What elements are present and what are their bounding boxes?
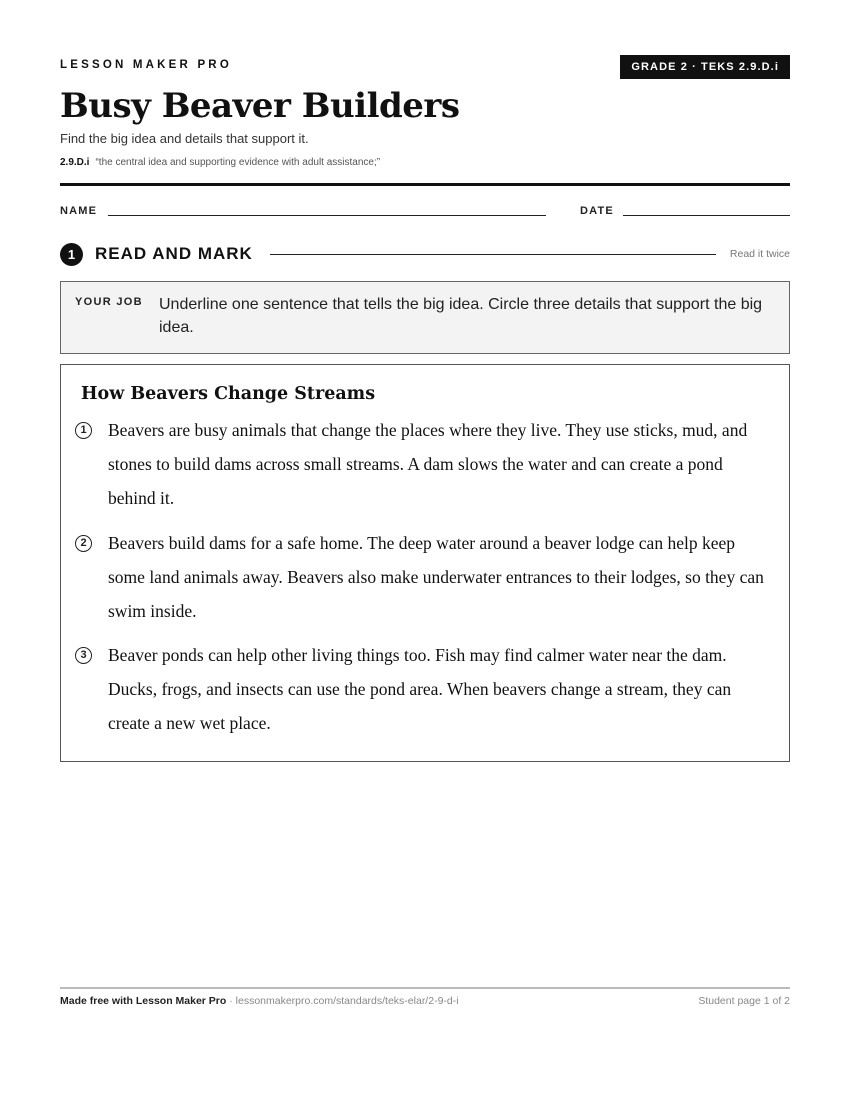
passage-box — [60, 364, 790, 762]
grade-badge: GRADE 2 · TEKS 2.9.D.i — [620, 55, 790, 79]
paragraph-number: 3 — [75, 647, 92, 664]
section-note: Read it twice — [729, 248, 790, 260]
footer-divider — [60, 987, 790, 989]
paragraph-number: 2 — [75, 535, 92, 552]
header-divider — [60, 183, 790, 186]
worksheet-page — [60, 0, 790, 1100]
standard-code: 2.9.D.i — [60, 157, 90, 168]
section-number-badge: 1 — [60, 243, 83, 266]
date-label: DATE — [580, 205, 614, 217]
footer-url[interactable]: · lessonmakerpro.com/standards/teks-elar/2-9-d-i — [229, 995, 459, 1007]
footer-credit — [60, 995, 459, 1007]
paragraph-text: Beavers build dams for a safe home. The deep water around a beaver lodge can help keep some land animals away. Beavers also make underwater entrances to their lodges, so they can swim inside. — [108, 533, 764, 621]
worksheet-subtitle: Find the big idea and details that support it. — [60, 131, 309, 146]
job-instructions: Underline one sentence that tells the big idea. Circle three details that support the big idea. — [159, 296, 763, 336]
footer-made-with: Made free with Lesson Maker Pro — [60, 995, 227, 1007]
standard-text: “the central idea and supporting evidence with adult assistance;” — [95, 157, 381, 168]
paragraph-number: 1 — [75, 422, 92, 439]
paragraph-text: Beaver ponds can help other living things too. Fish may find calmer water near the dam. Ducks, frogs, and insects can use the pond area. When beavers change a stream, they can create a new wet place. — [108, 645, 732, 733]
page-indicator: Student page 1 of 2 — [698, 995, 790, 1007]
job-box — [60, 281, 790, 354]
brand-name: LESSON MAKER PRO — [60, 59, 232, 71]
date-field[interactable] — [623, 215, 790, 216]
standard-line — [60, 157, 380, 168]
job-label: YOUR JOB — [75, 296, 143, 308]
section-rule — [270, 254, 716, 255]
passage-title: How Beavers Change Streams — [81, 384, 376, 404]
paragraph-text: Beavers are busy animals that change the places where they live. They use sticks, mud, and stones to build dams across small streams. A dam slows the water and can create a pond behind it. — [108, 420, 748, 508]
section-title: READ AND MARK — [95, 244, 253, 263]
name-field[interactable] — [108, 215, 546, 216]
worksheet-title: Busy Beaver Builders — [60, 86, 460, 126]
name-label: NAME — [60, 205, 98, 217]
